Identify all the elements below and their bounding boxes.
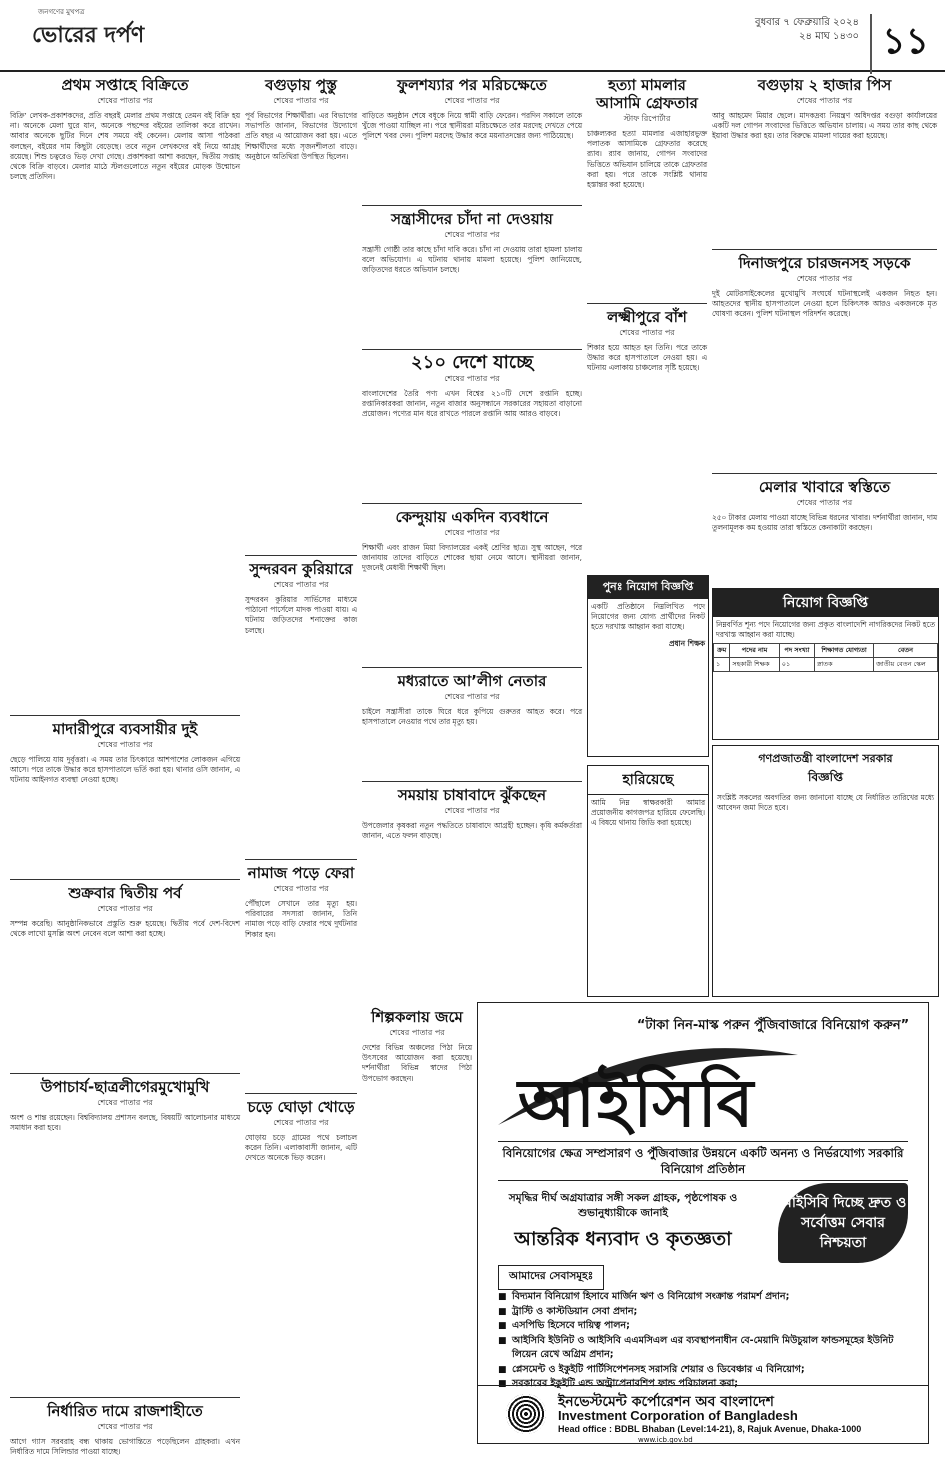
article-subhead: শেষের পাতার পর xyxy=(444,96,500,105)
list-item: ■ সরকারের ইকুইটি এন্ড অন্ট্রাপ্রেনারশিপ ফান্ড পরিচালনা করা; xyxy=(498,1377,918,1392)
table-header-cell: ক্রম xyxy=(714,644,730,658)
article[interactable] xyxy=(587,76,707,299)
article-body: পৌঁছালে সেখানে তার মৃত্যু হয়। পরিবারের সদস্যরা জানান, তিনি নামাজ পড়ে বাড়ি ফেরার পথে দুর্ঘটনার শিকার হন। xyxy=(245,899,357,939)
article[interactable] xyxy=(245,1098,357,1164)
article-body: উপজেলার কৃষকরা নতুন পদ্ধতিতে চাষাবাদে আগ্রহী হচ্ছেন। কৃষি কর্মকর্তারা জানান, এতে ফলন বাড়ছে। xyxy=(362,821,582,841)
divider xyxy=(10,879,240,880)
article[interactable] xyxy=(712,254,937,469)
divider xyxy=(712,473,937,474)
article[interactable] xyxy=(712,76,937,231)
article-headline[interactable]: শিল্পকলায় জমে xyxy=(371,1008,463,1026)
date-gregorian: বুধবার ৭ ফেব্রুয়ারি ২০২৪ xyxy=(755,17,859,28)
column-3 xyxy=(362,74,582,1004)
article-subhead: শেষের পাতার পর xyxy=(97,904,153,913)
article-headline[interactable]: দিনাজপুরে চারজনসহ সড়কে xyxy=(738,254,911,272)
ad-footer xyxy=(478,1385,928,1444)
article-headline[interactable]: মধ্যরাতে আ’লীগ নেতার xyxy=(397,672,547,690)
article-headline[interactable]: প্রথম সপ্তাহে বিক্রিতে xyxy=(61,76,189,94)
article-subhead: শেষের পাতার পর xyxy=(796,274,853,283)
govt-notice[interactable] xyxy=(712,745,939,997)
masthead xyxy=(0,0,945,72)
article[interactable] xyxy=(245,864,357,1089)
article[interactable] xyxy=(245,76,357,551)
article-body: ছেড়ে পালিয়ে যায় দুর্বৃত্তরা। এ সময় তার চিৎকারে আশপাশের লোকজন এগিয়ে আসে। পরে তাকে উদ্ধার করে হাসপাতালে ভর্তি করা হয়। থানার ওসি জানান, এ ঘটনায় আইনগত ব্যবস্থা নেওয়া হচ্ছে। xyxy=(10,755,240,785)
govt-notice-title: গণপ্রজাতন্ত্রী বাংলাদেশ সরকার xyxy=(758,752,893,765)
divider xyxy=(245,859,357,860)
article[interactable] xyxy=(10,76,240,711)
article-headline[interactable]: মেলার খাবারে স্বস্তিতে xyxy=(758,478,891,496)
article-body: শিক্ষার্থী এবং রাজন মিয়া বিদ্যালয়ের একই শ্রেণির ছাত্র। সুস্থ আছেন, পরে জানাযায় তাদের বাড়িতে শোকের ছায়া নেমে আসে। স্থানীয়রা জানান, দুজনেই মেধাবী শিক্ষার্থী ছিল। xyxy=(362,543,582,573)
article-body: দেশের বিভিন্ন অঞ্চলের পিঠা নিয়ে উৎসবের আয়োজন করা হয়েছে। দর্শনার্থীরা বিভিন্ন স্বাদের পিঠা উপভোগ করছেন। xyxy=(362,1043,472,1083)
article-headline[interactable]: ফুলশয্যার পর মরিচক্ষেতে xyxy=(397,76,547,94)
article-headline[interactable]: ২১০ দেশে যাচ্ছে xyxy=(410,352,534,373)
article-subhead: শেষের পাতার পর xyxy=(97,1098,153,1107)
article[interactable] xyxy=(362,354,582,499)
ad-brand: আইসিবি xyxy=(518,1064,756,1142)
article-subhead: শেষের পাতার পর xyxy=(97,740,153,749)
divider xyxy=(362,781,582,782)
list-item: ■ এসপিভি হিসেবে দায়িত্ব পালন; xyxy=(498,1319,918,1334)
job-notice-title: নিয়োগ বিজ্ঞপ্তি xyxy=(713,589,938,617)
article-body: পূর্ব বিভাগের শিক্ষার্থীরা। এর বিভাগের সভাপতি জানান, বিভাগের উদ্যোগে প্রতি বছর এ আয়োজন করা হয়। এতে শিক্ষার্থীদের মধ্যে সৃজনশীলতা বাড়ে। অনুষ্ঠানে অতিথিরা উপস্থিত ছিলেন। xyxy=(245,111,357,161)
ad-tagline: বিনিয়োগের ক্ষেত্র সম্প্রসারণ ও পুঁজিবাজার উন্নয়নে একটি অনন্য ও নির্ভরযোগ্য সরকারি বিনিয়োগ প্রতিষ্ঠান xyxy=(498,1141,908,1181)
table-header-cell: শিক্ষাগত যোগ্যতা xyxy=(815,644,874,658)
article-body: বিক্রি’ লেখক-প্রকাশকদের, প্রতি বছরই মেলার প্রথম সপ্তাহে তেমন বই বিক্রি হয় না। অনেকে মেলা ঘুরে যান, অনেকে পছন্দের বইয়ের তালিকা করে রাখেন। আবার অনেকে ছুটির দিনে শেষ সময়ে বই কেনেন। মেলায় আসা পাঠকরা বলছেন, বইয়ের দাম কিছুটা বেড়েছে। তবে নতুন লেখকদের বই নিয়ে আগ্রহ রয়েছে। শিশু চত্বরেও ভিড় দেখা গেছে। প্রকাশকরা আশা করছেন, দ্বিতীয় সপ্তাহ থেকে বিক্রি বাড়বে। মেলার মাঠে স্টলগুলোতে নতুন বইয়ের মোড়ক উন্মোচন চলছে প্রতিদিন। xyxy=(10,111,240,182)
article[interactable] xyxy=(362,210,582,345)
column-4 xyxy=(587,74,707,574)
article-subhead: শেষের পাতার পর xyxy=(273,1118,329,1127)
article-body: সম্পন্ন করেছি। আনুষ্ঠানিকভাবে প্রস্তুতি শুরু হয়েছে। দ্বিতীয় পর্বে দেশ-বিদেশ থেকে লাখো মুসল্লি অংশ নেবেন বলে আশা করা হচ্ছে। xyxy=(10,919,240,939)
article-headline[interactable]: বগুড়ায় ২ হাজার পিস xyxy=(757,76,892,94)
article-body: সুন্দরবন কুরিয়ার সার্ভিসের মাধ্যমে পাঠানো পার্সেলে মাদক পাওয়া যায়। এ ঘটনায় জড়িতদের শনাক্তের কাজ চলছে। xyxy=(245,595,357,635)
article[interactable] xyxy=(245,560,357,855)
article-body: সন্ত্রাসী গোষ্ঠী তার কাছে চাঁদা দাবি করে। চাঁদা না দেওয়ায় তারা হামলা চালায় বলে অভিযোগ। এ ঘটনায় থানায় মামলা হয়েছে। পুলিশ জানিয়েছে, জড়িতদের ধরতে অভিযান চলছে। xyxy=(362,245,582,275)
article-subhead: শেষের পাতার পর xyxy=(97,96,153,105)
article-subhead: শেষের পাতার পর xyxy=(444,374,500,383)
newspaper-logo[interactable] xyxy=(32,8,145,55)
article-subhead: শেষের পাতার পর xyxy=(97,1422,153,1431)
article-subhead: শেষের পাতার পর xyxy=(619,328,675,337)
ad-thanks-line: সমৃদ্ধির দীর্ঘ অগ্রযাত্রার সঙ্গী সকল গ্রাহক, পৃষ্ঠপোষক ও শুভানুধ্যায়ীকে জানাই xyxy=(508,1192,738,1219)
divider xyxy=(362,667,582,668)
article-body: অংশ ও শান্ত রয়েছেন। বিশ্ববিদ্যালয় প্রশাসন বলছে, বিষয়টি আলোচনার মাধ্যমে সমাধান করা হবে। xyxy=(10,1113,240,1133)
divider xyxy=(362,349,582,350)
lost-notice[interactable] xyxy=(587,765,709,997)
icb-logo-icon xyxy=(506,1394,546,1434)
table-cell: ০১ xyxy=(779,658,814,672)
column-1 xyxy=(10,74,240,1457)
divider xyxy=(10,1397,240,1398)
corp-name-bn: ইনভেস্টমেন্ট কর্পোরেশন অব বাংলাদেশ xyxy=(558,1394,774,1410)
article-body: শিকার হয়ে আহত হন তিনি। পরে তাকে উদ্ধার করে হাসপাতালে নেওয়া হয়। এ ঘটনায় এলাকায় চাঞ্চল্যের সৃষ্টি হয়েছে। xyxy=(587,343,707,373)
article-headline[interactable]: সময়ায় চাষাবাদে ঝুঁকছেন xyxy=(397,786,547,804)
divider xyxy=(362,205,582,206)
article-subhead: স্টাফ রিপোর্টার xyxy=(623,114,671,123)
article-headline[interactable]: নামাজ পড়ে ফেরা xyxy=(247,864,355,882)
lost-notice-title: হারিয়েছে xyxy=(588,766,708,795)
logo-text: ভোরের দর্পণ xyxy=(32,23,145,48)
ad-services-title: আমাদের সেবাসমূহঃ xyxy=(498,1265,604,1290)
article-subhead: শেষের পাতার পর xyxy=(796,498,853,507)
article-headline[interactable]: লক্ষ্মীপুরে বাঁশ xyxy=(607,308,687,326)
article-subhead: শেষের পাতার পর xyxy=(444,230,500,239)
corp-website[interactable]: www.icb.gov.bd xyxy=(638,1436,693,1444)
article[interactable] xyxy=(362,672,582,777)
list-item: ■ প্লেসমেন্ট ও ইকুইটি পার্টিসিপেশনসহ সরাসরি শেয়ার ও ডিবেঞ্চার এ বিনিয়োগ; xyxy=(498,1363,918,1378)
article-body: আগে গ্যাস সরবরাহ বন্ধ থাকায় ভোগান্তিতে পড়েছিলেন গ্রাহকরা। এখন নির্ধারিত দামে সিলিন্ডার পাওয়া যাচ্ছে। xyxy=(10,1437,240,1457)
article-headline[interactable]: চড়ে ঘোড়া খোড়ে xyxy=(247,1098,355,1116)
article-subhead: শেষের পাতার পর xyxy=(389,1028,445,1037)
small-notice-title: পুনঃ নিয়োগ বিজ্ঞপ্তি xyxy=(588,576,708,599)
table-header-cell: বেতন xyxy=(874,644,938,658)
table-header-cell: পদ সংখ্যা xyxy=(779,644,814,658)
article-headline[interactable]: নির্ধারিত দামে রাজশাহীতে xyxy=(47,1402,203,1420)
corp-name-en: Investment Corporation of Bangladesh xyxy=(558,1408,798,1423)
small-job-notice[interactable] xyxy=(587,575,709,757)
list-item: ■ আইসিবি ইউনিট ও আইসিবি এএমসিএল এর ব্যবস্থাপনাধীন বে-মেয়াদি মিউচুয়াল ফান্ডসমূহের ইউনিট লিয়েন রেখে অগ্রিম প্রদান; xyxy=(498,1334,918,1363)
table-header-row xyxy=(714,644,938,658)
table-cell: জাতীয় বেতন স্কেল xyxy=(874,658,938,672)
article-subhead: শেষের পাতার পর xyxy=(273,884,329,893)
job-notice[interactable] xyxy=(712,588,939,740)
lost-notice-body: আমি নিম্ন স্বাক্ষরকারী আমার প্রয়োজনীয় কাগজপত্র হারিয়ে ফেলেছি। এ বিষয়ে থানায় জিডি করা হয়েছে। xyxy=(591,798,705,828)
article[interactable] xyxy=(10,1402,240,1457)
article[interactable] xyxy=(362,508,582,663)
table-header-cell: পদের নাম xyxy=(730,644,779,658)
icb-advertisement[interactable] xyxy=(477,1002,929,1444)
table-cell: স্নাতক xyxy=(815,658,874,672)
article-headline[interactable]: উপাচার্য-ছাত্রলীগেরমুখোমুখি xyxy=(40,1078,210,1096)
logo-tagline: জনগণের মুখপত্র xyxy=(38,8,85,16)
govt-notice-body: সংশ্লিষ্ট সকলের অবগতির জন্য জানানো যাচ্ছে যে নির্ধারিত তারিখের মধ্যে আবেদন জমা দিতে হবে। xyxy=(717,793,934,813)
article-body: বাড়িতে অনুষ্ঠান শেষে বধূকে নিয়ে স্বামী বাড়ি ফেরেন। পরদিন সকালে তাকে খুঁজে পাওয়া যাচ্ছিল না। পরে স্থানীয়রা মরিচক্ষেতে তার মরদেহ দেখতে পেয়ে পুলিশে খবর দেন। পুলিশ মরদেহ উদ্ধার করে ময়নাতদন্তের জন্য পাঠিয়েছে। xyxy=(362,111,582,141)
article-headline[interactable]: সন্ত্রাসীদের চাঁদা না দেওয়ায় xyxy=(391,210,553,228)
page-number: ১১ xyxy=(870,14,929,74)
article[interactable] xyxy=(10,1078,240,1393)
divider xyxy=(712,249,937,250)
article-subhead: শেষের পাতার পর xyxy=(273,580,329,589)
column-5-lower xyxy=(712,245,937,585)
article-body: ঘোড়ায় চড়ে গ্রামের পথে চলাচল করেন তিনি। এলাকাবাসী জানান, এটি দেখতে অনেকে ভিড় করেন। xyxy=(245,1133,357,1163)
column-3-lower xyxy=(362,1006,472,1446)
article-subhead: শেষের পাতার পর xyxy=(796,96,853,105)
job-notice-table xyxy=(713,643,938,672)
divider xyxy=(245,555,357,556)
dateline xyxy=(755,16,859,44)
article-body: বাংলাদেশের তৈরি পণ্য এখন বিশ্বের ২১০টি দেশে রপ্তানি হচ্ছে। রপ্তানিকারকরা জানান, নতুন বাজার অনুসন্ধানে সরকারের সহায়তা বাড়ানো প্রয়োজন। পণ্যের মান ধরে রাখতে পারলে রপ্তানি আয় আরও বাড়বে। xyxy=(362,389,582,419)
job-notice-intro: নিম্নবর্ণিত শূন্য পদে নিয়োগের জন্য প্রকৃত বাংলাদেশি নাগরিকদের নিকট হতে দরখাস্ত আহ্বান করা যাচ্ছে। xyxy=(716,620,935,640)
ad-badge: আইসিবি দিচ্ছে দ্রুত ও সর্বোত্তম সেবার নিশ্চয়তা xyxy=(778,1183,908,1263)
article[interactable] xyxy=(712,478,937,533)
divider xyxy=(10,715,240,716)
article-headline[interactable]: মাদারীপুরে ব্যবসায়ীর দুই xyxy=(52,720,198,738)
divider xyxy=(587,303,707,304)
govt-notice-subtitle: বিজ্ঞপ্তি xyxy=(808,770,843,784)
article-subhead: শেষের পাতার পর xyxy=(444,528,500,537)
ad-services-list xyxy=(498,1290,918,1392)
article-headline[interactable]: শুক্রবার দ্বিতীয় পর্ব xyxy=(68,884,182,902)
table-cell: ১ xyxy=(714,658,730,672)
corp-address: Head office : BDBL Bhaban (Level:14-21), 8, Rajuk Avenue, Dhaka-1000 xyxy=(558,1424,862,1434)
article-headline[interactable]: বগুড়ায় পুস্তু xyxy=(265,76,337,94)
article-headline[interactable]: কেন্দুয়ায় একদিন ব্যবধানে xyxy=(395,508,549,526)
table-cell: সহকারী শিক্ষক xyxy=(730,658,779,672)
article[interactable] xyxy=(362,1008,472,1084)
list-item: ■ বিদ্যমান বিনিয়োগ হিসাবে মার্জিন ঋণ ও বিনিয়োগ সংক্রান্ত পরামর্শ প্রদান; xyxy=(498,1290,918,1305)
article-subhead: শেষের পাতার পর xyxy=(444,806,500,815)
article[interactable] xyxy=(10,720,240,875)
divider xyxy=(245,1093,357,1094)
article[interactable] xyxy=(587,308,707,374)
article-body: চাইলে সন্ত্রাসীরা তাকে ঘিরে ধরে কুপিয়ে গুরুতর আহত করে। পরে হাসপাতালে নেওয়ার পথে তার মৃত্যু হয়। xyxy=(362,707,582,727)
date-bengali: ২৪ মাঘ ১৪৩০ xyxy=(799,31,859,42)
table-row xyxy=(714,658,938,672)
article[interactable] xyxy=(362,786,582,841)
article-body: দুই মোটরসাইকেলের মুখোমুখি সংঘর্ষে ঘটনাস্থলেই একজন নিহত হন। আহতদের স্থানীয় হাসপাতালে নেওয়া হলে চিকিৎসক আরও একজনকে মৃত ঘোষণা করেন। পুলিশ ঘটনাস্থল পরিদর্শন করেছে। xyxy=(712,289,937,319)
article[interactable] xyxy=(10,884,240,1069)
article[interactable] xyxy=(362,76,582,201)
ad-slogan: “টাকা নিন-মাস্ক পরুন পুঁজিবাজারে বিনিয়োগ করুন” xyxy=(636,1018,910,1033)
article-body: চাঞ্চল্যকর হত্যা মামলার এজাহারভুক্ত পলাতক আসামিকে গ্রেফতার করেছে র‍্যাব। র‍্যাব জানায়, গোপন সংবাদের ভিত্তিতে অভিযান চালিয়ে তাকে গ্রেফতার করা হয়। পরে তাকে সংশ্লিষ্ট থানায় হস্তান্তর করা হয়েছে। xyxy=(587,129,707,190)
small-notice-signature: প্রধান শিক্ষক xyxy=(669,638,705,648)
article-headline[interactable]: সুন্দরবন কুরিয়ারে xyxy=(249,560,353,578)
divider xyxy=(10,1073,240,1074)
article-subhead: শেষের পাতার পর xyxy=(273,96,329,105)
list-item: ■ ট্রাস্টি ও কাস্টডিয়ান সেবা প্রদান; xyxy=(498,1305,918,1320)
small-notice-body: একটি প্রতিষ্ঠানে নিম্নলিখিত পদে নিয়োগের জন্য যোগ্য প্রার্থীদের নিকট হতে দরখাস্ত আহ্বান করা যাচ্ছে। xyxy=(591,602,705,632)
article-subhead: শেষের পাতার পর xyxy=(444,692,500,701)
column-2 xyxy=(245,74,357,1444)
article-headline[interactable]: হত্যা মামলার আসামি গ্রেফতার xyxy=(596,76,698,112)
divider xyxy=(362,503,582,504)
ad-thanks-big: আন্তরিক ধন্যবাদ ও কৃতজ্ঞতা xyxy=(514,1228,732,1250)
article-body: ২৫০ টাকার মেলায় পাওয়া যাচ্ছে বিভিন্ন ধরনের খাবার। দর্শনার্থীরা জানান, দাম তুলনামূলক কম হওয়ায় তারা স্বস্তিতে কেনাকাটা করছেন। xyxy=(712,513,937,533)
article-body: আবু আহমেদ মিয়ার ছেলে। মাদকদ্রব্য নিয়ন্ত্রণ অধিদপ্তর বগুড়া কার্যালয়ের একটি দল গোপন সংবাদের ভিত্তিতে অভিযান চালায়। এ সময় তার কাছ থেকে ইয়াবা উদ্ধার করা হয়। তার বিরুদ্ধে মামলা দায়ের করা হয়েছে। xyxy=(712,111,937,141)
